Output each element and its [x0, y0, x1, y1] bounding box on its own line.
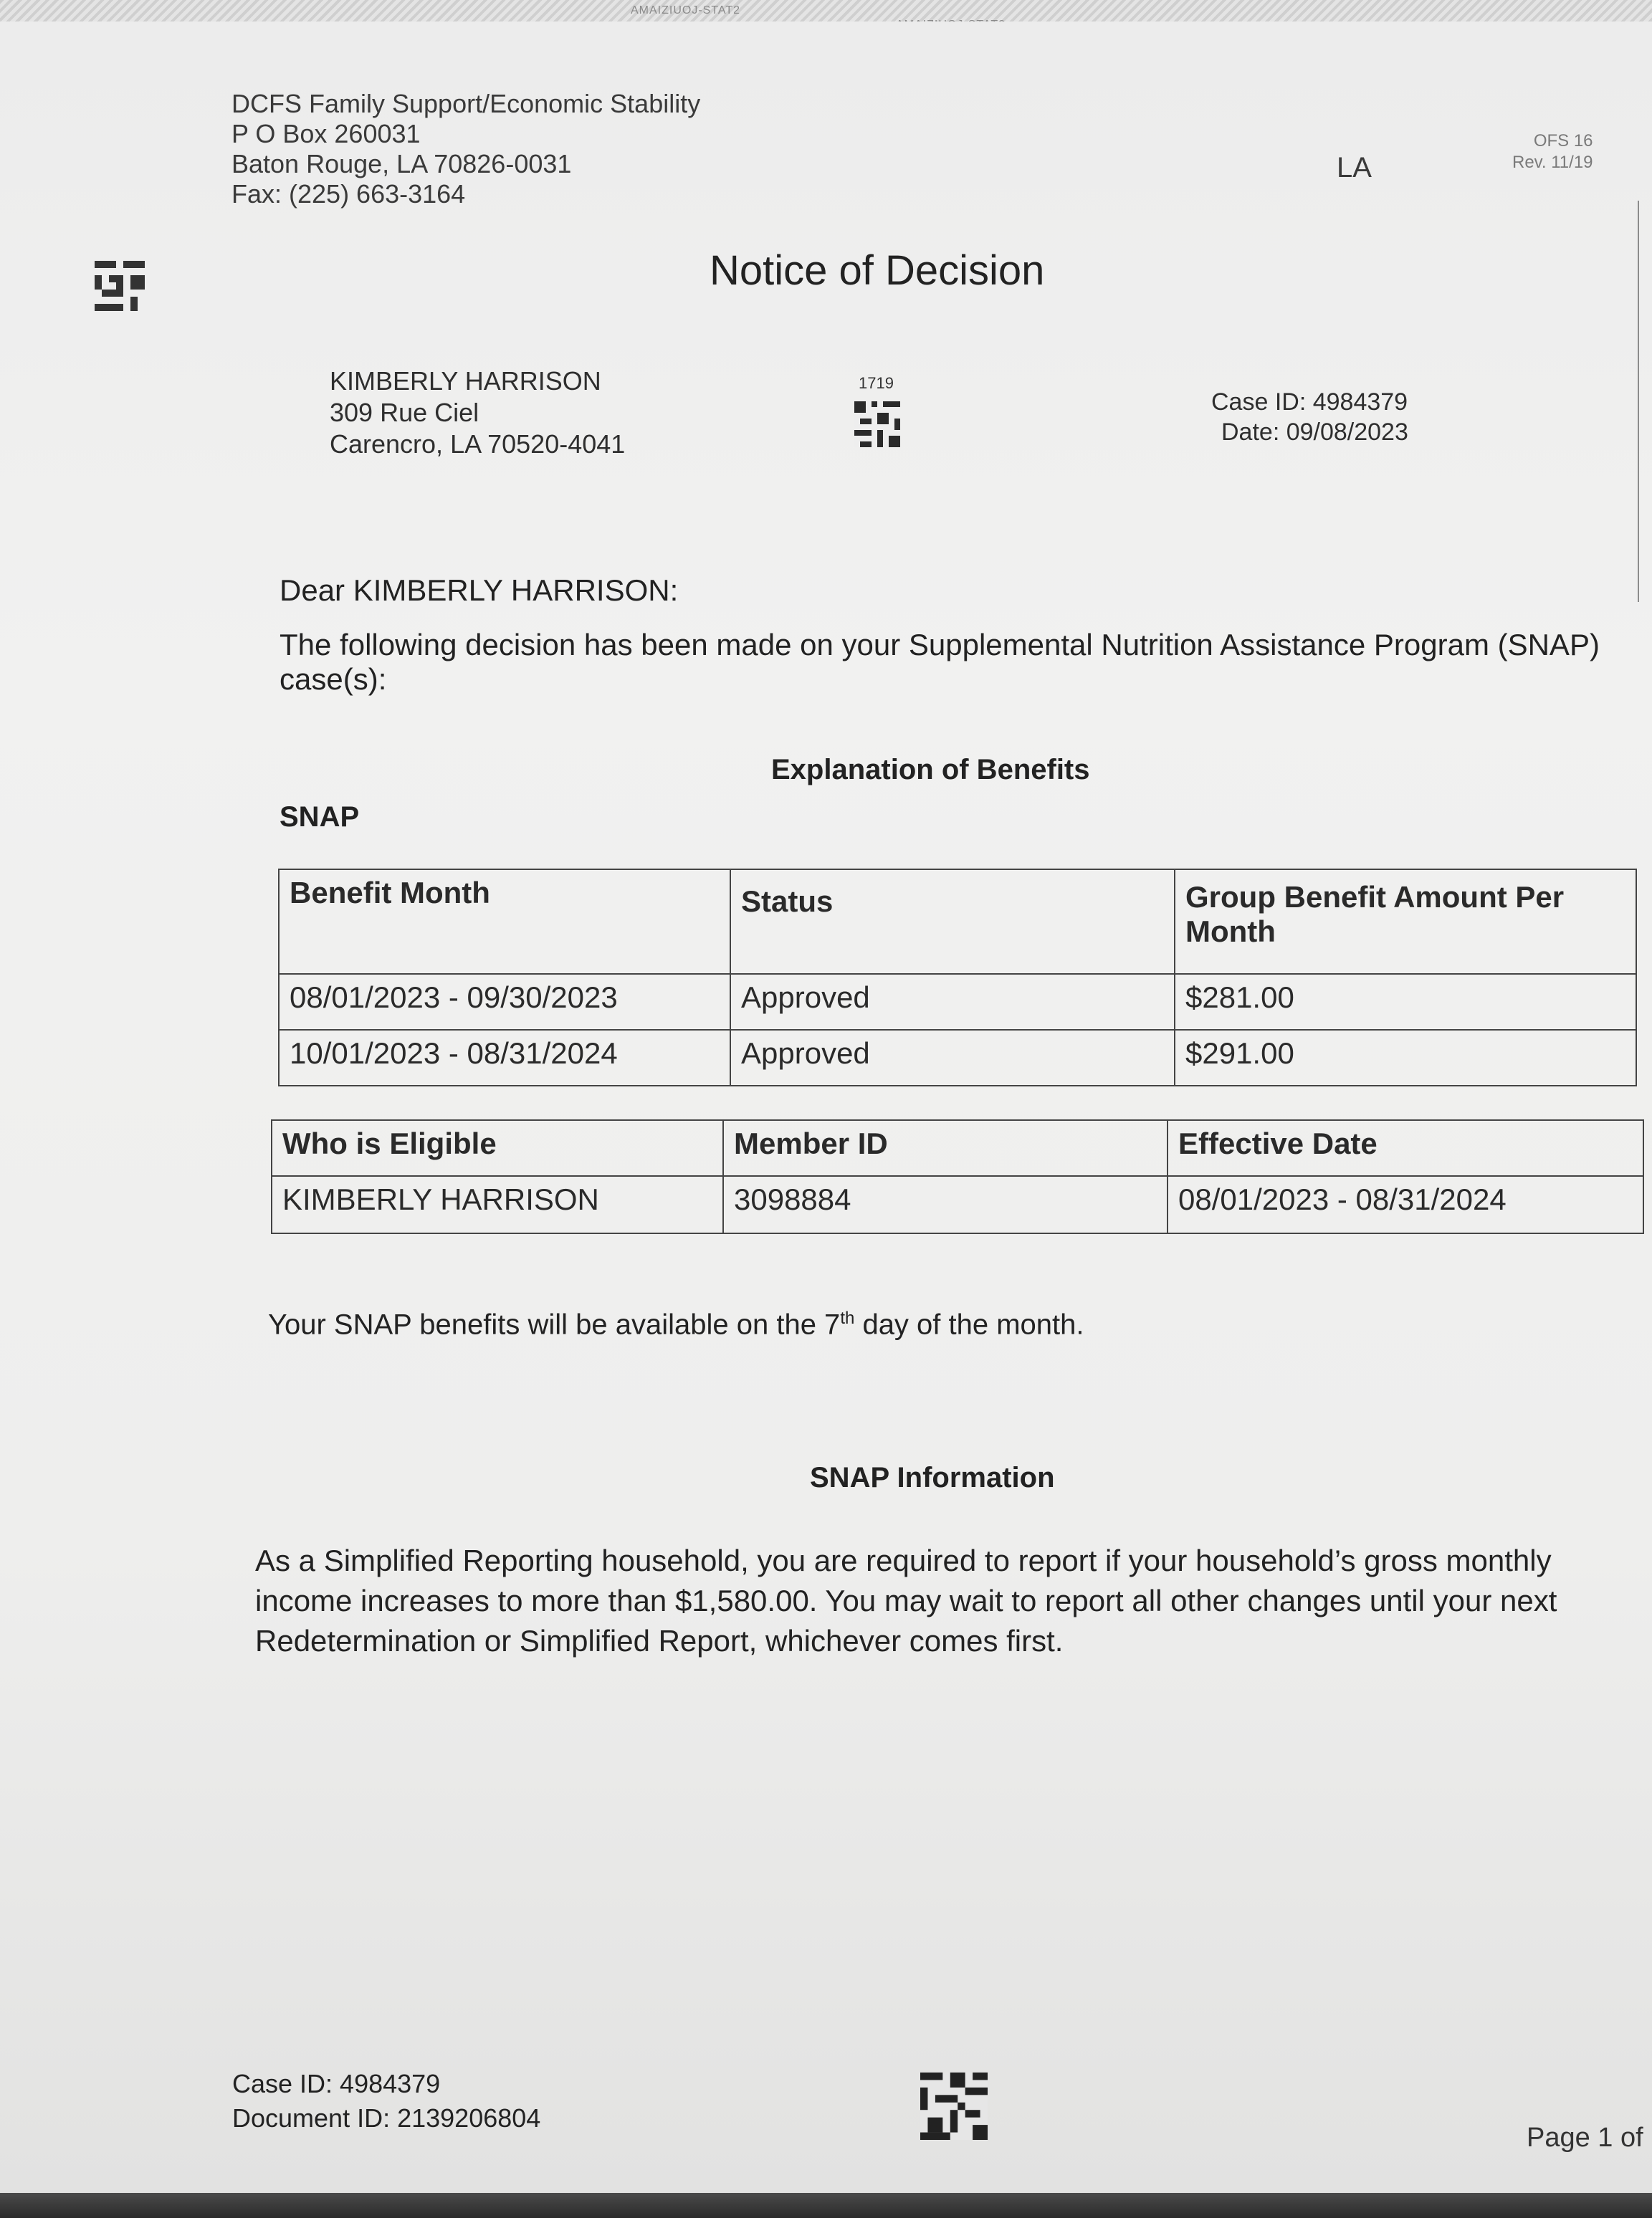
sender-org: DCFS Family Support/Economic Stability [231, 89, 701, 118]
table-header-row [279, 869, 1636, 974]
recipient-city: Carencro, LA 70520-4041 [330, 429, 626, 459]
table-row [279, 1030, 1636, 1086]
document-page [0, 21, 1652, 2194]
benefit-month-cell: 10/01/2023 - 08/31/2024 [279, 1030, 730, 1086]
benefit-month-cell: 08/01/2023 - 09/30/2023 [279, 974, 730, 1030]
barcode-icon [854, 401, 900, 447]
amount-cell: $291.00 [1175, 1030, 1636, 1086]
intro-paragraph: The following decision has been made on your Supplemental Nutrition Assistance Program (SNAP) case(s): [280, 628, 1600, 696]
eob-heading: Explanation of Benefits [771, 754, 1090, 785]
effective-date-cell: 08/01/2023 - 08/31/2024 [1168, 1176, 1643, 1233]
availability-text-end: day of the month. [854, 1309, 1084, 1341]
column-header: Benefit Month [279, 869, 730, 974]
column-header: Effective Date [1168, 1120, 1643, 1176]
table-header-row [272, 1120, 1643, 1176]
page-number: Page 1 of [1527, 2123, 1643, 2153]
state-code: LA [1337, 152, 1372, 183]
column-header: Status [730, 869, 1175, 974]
benefits-table [278, 869, 1637, 1086]
snap-info-heading: SNAP Information [810, 1462, 1055, 1493]
page-title: Notice of Decision [710, 247, 1045, 294]
table-row [272, 1176, 1643, 1233]
eligibility-table [271, 1119, 1644, 1234]
recipient-street: 309 Rue Ciel [330, 398, 479, 427]
form-number: OFS 16 [1533, 131, 1593, 150]
status-cell: Approved [730, 1030, 1175, 1086]
sender-city: Baton Rouge, LA 70826-0031 [231, 149, 572, 178]
form-revision: Rev. 11/19 [1512, 153, 1593, 172]
background-surface [0, 2193, 1652, 2218]
member-id-cell: 3098884 [723, 1176, 1168, 1233]
form-code [1512, 130, 1593, 173]
amount-cell: $281.00 [1175, 974, 1636, 1030]
notice-date: Date: 09/08/2023 [1221, 419, 1408, 446]
case-id: Case ID: 4984379 [1211, 388, 1408, 416]
footer-document-id: Document ID: 2139206804 [232, 2103, 541, 2133]
availability-note [268, 1309, 1084, 1341]
member-name-cell: KIMBERLY HARRISON [272, 1176, 723, 1233]
recipient-address [330, 365, 625, 460]
strip-text: AMAIZIUOJ-STAT2 [631, 4, 741, 16]
column-header: Who is Eligible [272, 1120, 723, 1176]
availability-text: Your SNAP benefits will be available on the 7 [268, 1309, 841, 1341]
table-row [279, 974, 1636, 1030]
case-info [1211, 387, 1408, 447]
footer-ids [232, 2067, 540, 2136]
recipient-name: KIMBERLY HARRISON [330, 366, 601, 396]
program-label: SNAP [280, 801, 360, 833]
column-header: Member ID [723, 1120, 1168, 1176]
sender-address [231, 89, 700, 209]
barcode-icon [920, 2073, 988, 2140]
salutation: Dear KIMBERLY HARRISON: [280, 573, 679, 607]
sender-fax: Fax: (225) 663-3164 [231, 179, 466, 209]
status-cell: Approved [730, 974, 1175, 1030]
column-header: Group Benefit Amount Per Month [1175, 869, 1636, 974]
footer-case-id: Case ID: 4984379 [232, 2069, 441, 2098]
mail-code: 1719 [859, 374, 894, 392]
snap-info-paragraph: As a Simplified Reporting household, you are required to report if your household’s gross monthly income increases to more than $1,580.00. You may wait to report all other changes until your next Redetermination or Simplified Report, whichever comes first. [255, 1544, 1557, 1658]
barcode-icon [95, 261, 145, 311]
sender-po-box: P O Box 260031 [231, 119, 421, 148]
ordinal-suffix: th [840, 1309, 855, 1328]
page-edge [1638, 201, 1639, 602]
